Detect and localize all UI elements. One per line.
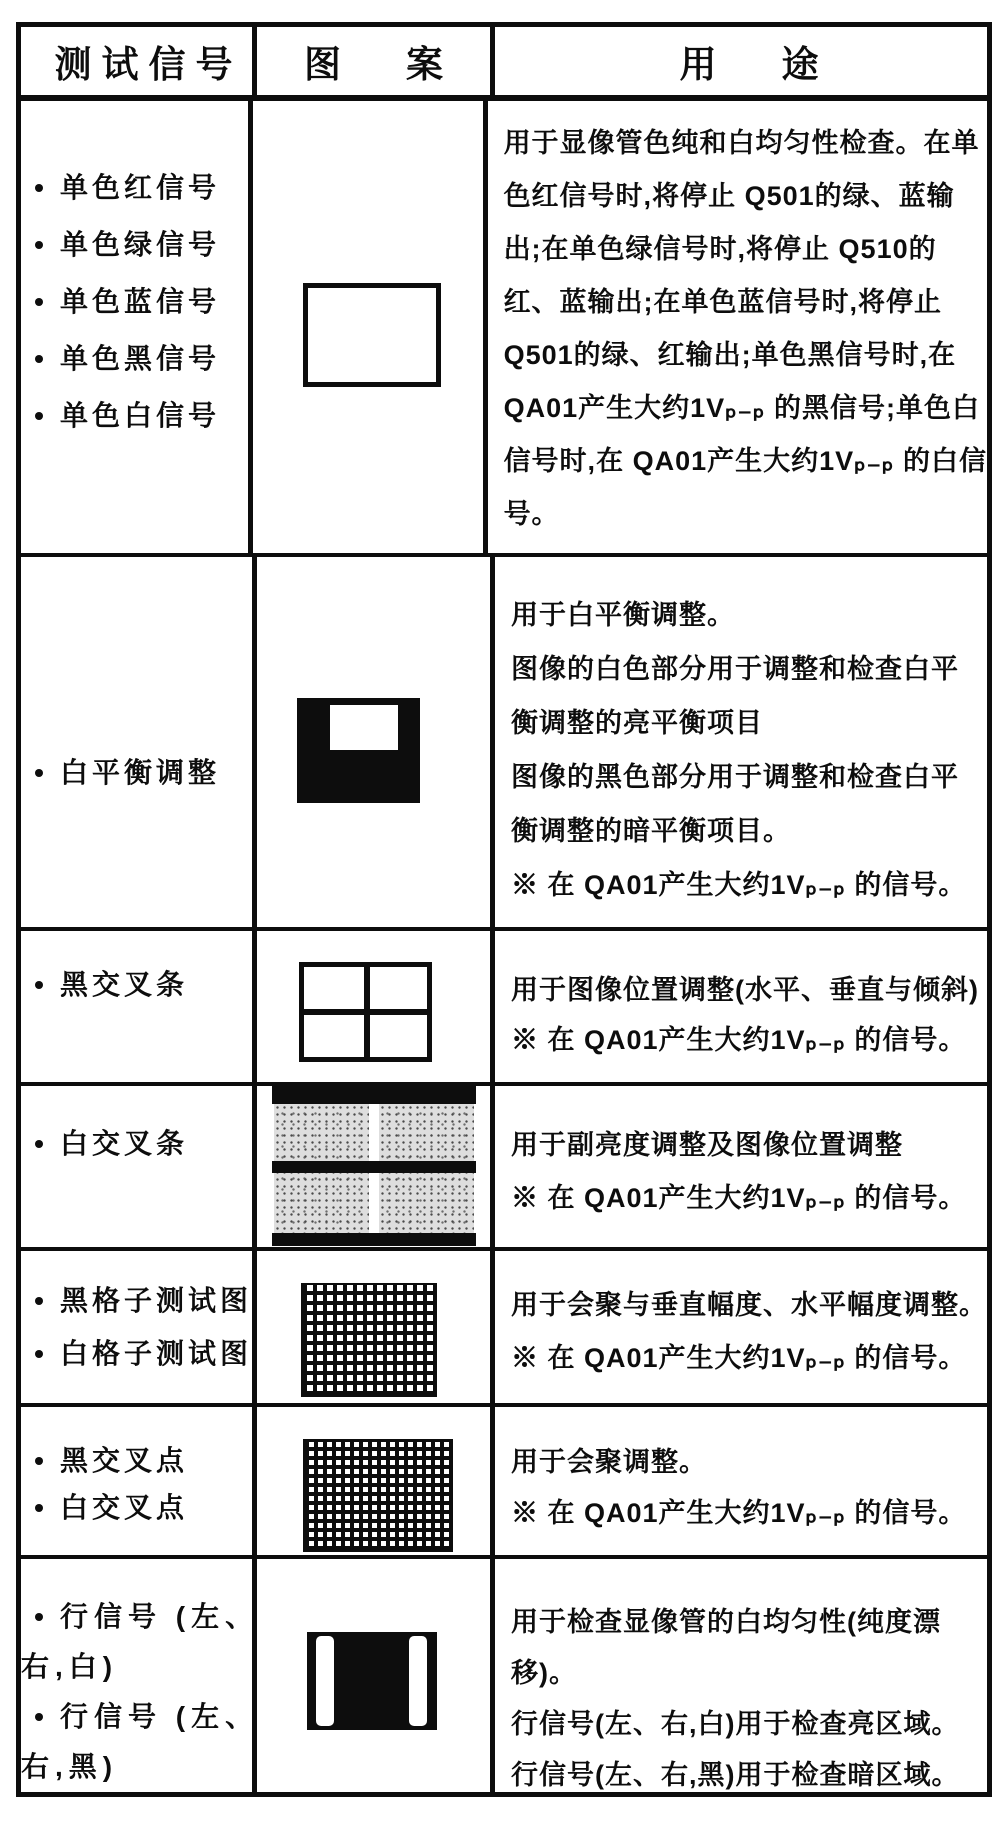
- side-bars-pattern-icon: [307, 1632, 437, 1730]
- usage-line: 用于检查显像管的白均匀性(纯度漂: [511, 1607, 941, 1637]
- usage-line: 号。: [503, 499, 560, 529]
- signal-label: 行信号 (左、: [60, 1701, 260, 1732]
- bullet-icon: [35, 241, 43, 249]
- usage-line: 用于副亮度调整及图像位置调整: [511, 1130, 903, 1160]
- table-header-row: [21, 27, 987, 101]
- header-usage: 用 途: [679, 44, 833, 85]
- usage-line: 移)。: [511, 1658, 577, 1688]
- bullet-icon: [35, 1713, 43, 1721]
- test-signal-table: [16, 22, 992, 1797]
- signal-list: [21, 1559, 260, 1792]
- usage-line: 衡调整的暗平衡项目。: [511, 816, 791, 846]
- signal-label: 右,黑): [21, 1751, 119, 1782]
- left-white-bar: [316, 1636, 334, 1726]
- white-balance-pattern-icon: [297, 698, 420, 803]
- signal-item-wrap: [21, 1742, 252, 1792]
- usage-line: 用于图像位置调整(水平、垂直与倾斜): [511, 975, 979, 1005]
- usage-cell: [488, 101, 987, 553]
- signal-label: 白交叉条: [60, 1128, 189, 1159]
- signal-item: [35, 387, 248, 444]
- table-row: [21, 101, 987, 557]
- signal-item: [35, 1327, 252, 1380]
- signal-item: [35, 1119, 252, 1169]
- usage-cell: [495, 1086, 987, 1247]
- pattern-cell: [257, 1251, 495, 1403]
- usage-line: 信号时,在 QA01产生大约1Vₚ₋ₚ 的白信: [503, 446, 987, 476]
- signal-item: [35, 1274, 252, 1327]
- pattern-cell: [257, 1407, 495, 1555]
- signal-label: 白交叉点: [60, 1492, 189, 1523]
- usage-line: 行信号(左、右,黑)用于检查暗区域。: [511, 1760, 960, 1790]
- signal-label: 白格子测试图: [60, 1338, 253, 1369]
- signal-list: [21, 1407, 257, 1555]
- table-row: [21, 1407, 987, 1559]
- usage-cell: [495, 557, 987, 927]
- signal-item: [35, 960, 252, 1010]
- usage-cell: [495, 1559, 987, 1792]
- signal-label: 黑格子测试图: [60, 1285, 253, 1316]
- usage-line: ※ 在 QA01产生大约1Vₚ₋ₚ 的信号。: [511, 870, 967, 900]
- signal-item: [35, 1484, 252, 1531]
- signal-label: 单色白信号: [60, 400, 221, 431]
- bullet-icon: [35, 1613, 43, 1621]
- horizontal-line: [304, 1009, 427, 1015]
- usage-line: ※ 在 QA01产生大约1Vₚ₋ₚ 的信号。: [511, 1498, 967, 1528]
- signal-label: 行信号 (左、: [60, 1601, 260, 1632]
- bullet-icon: [35, 1350, 43, 1358]
- usage-line: 用于会聚与垂直幅度、水平幅度调整。: [511, 1290, 987, 1320]
- table-row: [21, 557, 987, 931]
- usage-cell: [495, 1251, 987, 1403]
- usage-cell: [495, 931, 987, 1082]
- signal-list: [21, 931, 257, 1082]
- usage-line: 图像的白色部分用于调整和检查白平: [511, 654, 959, 684]
- usage-line: 用于白平衡调整。: [511, 600, 735, 630]
- usage-line: ※ 在 QA01产生大约1Vₚ₋ₚ 的信号。: [511, 1183, 967, 1213]
- signal-item: [35, 1692, 260, 1742]
- table-row: [21, 1086, 987, 1251]
- bullet-icon: [35, 1504, 43, 1512]
- signal-list: [21, 101, 253, 553]
- signal-item: [35, 216, 248, 273]
- usage-line: 衡调整的亮平衡项目: [511, 708, 763, 738]
- signal-list: [21, 1251, 257, 1403]
- signal-label: 单色黑信号: [60, 343, 221, 374]
- header-pattern: 图 案: [257, 27, 495, 95]
- table-row: [21, 1251, 987, 1407]
- bullet-icon: [35, 298, 43, 306]
- fine-dot-grid-pattern-icon: [303, 1439, 453, 1552]
- signal-label: 白平衡调整: [60, 757, 221, 788]
- bottom-black-bar: [272, 1233, 476, 1246]
- signal-item: [35, 1592, 260, 1642]
- signal-label: 单色蓝信号: [60, 286, 221, 317]
- white-window: [330, 705, 398, 750]
- signal-item: [35, 1437, 252, 1484]
- usage-line: Q501的绿、红输出;单色黑信号时,在: [503, 340, 957, 370]
- bullet-icon: [35, 355, 43, 363]
- fine-grid-pattern-icon: [301, 1283, 437, 1397]
- usage-line: 用于显像管色纯和白均匀性检查。在单: [503, 128, 980, 158]
- usage-line: 用于会聚调整。: [511, 1447, 707, 1477]
- signal-item-wrap: [21, 1642, 252, 1692]
- bullet-icon: [35, 184, 43, 192]
- signal-list: [21, 1086, 257, 1247]
- signal-item: [35, 273, 248, 330]
- white-rectangle-pattern-icon: [303, 283, 441, 387]
- usage-line: 图像的黑色部分用于调整和检查白平: [511, 762, 959, 792]
- bullet-icon: [35, 1457, 43, 1465]
- usage-line: QA01产生大约1Vₚ₋ₚ 的黑信号;单色白: [503, 393, 980, 423]
- signal-item: [35, 746, 252, 800]
- bullet-icon: [35, 981, 43, 989]
- bullet-icon: [35, 1140, 43, 1148]
- bullet-icon: [35, 412, 43, 420]
- signal-list: [21, 557, 257, 927]
- middle-black-band: [272, 1161, 476, 1173]
- signal-label: 单色红信号: [60, 172, 221, 203]
- pattern-cell: [253, 101, 487, 553]
- pattern-cell: [257, 557, 495, 927]
- usage-line: ※ 在 QA01产生大约1Vₚ₋ₚ 的信号。: [511, 1343, 967, 1373]
- top-black-bar: [272, 1086, 476, 1104]
- right-white-bar: [409, 1636, 427, 1726]
- pattern-cell: [257, 1086, 495, 1247]
- usage-line: 红、蓝输出;在单色蓝信号时,将停止: [503, 287, 943, 317]
- usage-line: 出;在单色绿信号时,将停止 Q510的: [503, 234, 937, 264]
- table-row: [21, 931, 987, 1086]
- table-row: [21, 1559, 987, 1792]
- signal-label: 单色绿信号: [60, 229, 221, 260]
- header-test-signal: 测试信号: [21, 27, 257, 95]
- pattern-cell: [257, 1559, 495, 1792]
- bullet-icon: [35, 1297, 43, 1305]
- usage-line: ※ 在 QA01产生大约1Vₚ₋ₚ 的信号。: [511, 1025, 967, 1055]
- usage-line: 色红信号时,将停止 Q501的绿、蓝输: [503, 181, 955, 211]
- white-crosshatch-photo-icon: [272, 1086, 476, 1246]
- pattern-cell: [257, 931, 495, 1082]
- bullet-icon: [35, 769, 43, 777]
- signal-label: 黑交叉条: [60, 969, 189, 1000]
- signal-item: [35, 159, 248, 216]
- crosshatch-2x2-pattern-icon: [299, 962, 432, 1062]
- signal-label: 黑交叉点: [60, 1445, 189, 1476]
- usage-cell: [495, 1407, 987, 1555]
- signal-label: 右,白): [21, 1651, 119, 1682]
- usage-line: 行信号(左、右,白)用于检查亮区域。: [511, 1709, 960, 1739]
- signal-item: [35, 330, 248, 387]
